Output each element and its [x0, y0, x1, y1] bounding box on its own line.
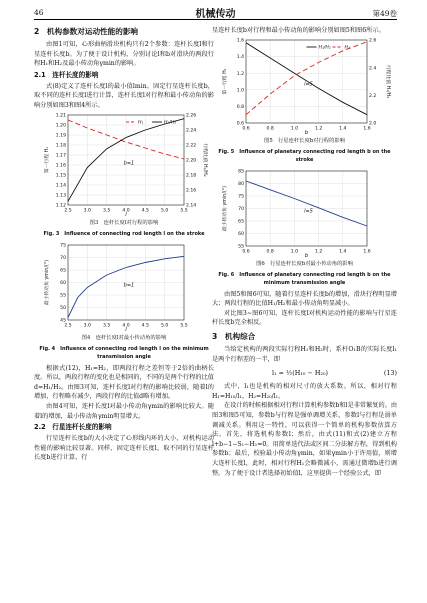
section-2-title: 2 机构参数对运动性能的影响 [34, 27, 139, 36]
x-tick-label: 1.2 [314, 126, 323, 132]
figure-5-chart [212, 36, 397, 136]
section-3-paragraph-1: 当给定机构的两段实际行程H₁和H₂时，系杆O₁B的实际长度l₁是两个行程差的一半，即 [212, 345, 397, 363]
x-tick-label: 3.0 [83, 323, 91, 329]
x-tick-label: 4.0 [122, 323, 130, 329]
right-column [212, 26, 397, 478]
x-tick-label: 3.0 [83, 208, 91, 214]
x-tick-label: 3.5 [103, 323, 111, 329]
y-axis-label: 第一行程 H₁ [223, 67, 228, 95]
x-tick-label: 0.6 [242, 126, 250, 132]
y-tick-label: 1.17 [55, 153, 66, 159]
y-tick-label: 70 [238, 206, 244, 212]
y-tick-label: 1.0 [236, 87, 244, 93]
section-3-paragraph-2: 式中，l₁也是机构的相对尺寸的放大系数。所以，相对行程H₁=H₁₀/l₁，H₂=H₂₀/l₁。 [212, 383, 397, 400]
y-tick-label: 1.16 [55, 163, 66, 169]
figure-6-chart [212, 167, 397, 259]
x-tick-label: 4.5 [141, 208, 149, 214]
equation-expression: l₁ = ½(H₁₀ − H₂₀) [272, 369, 329, 378]
y-tick-label: 75 [238, 194, 244, 200]
x-tick-label: 0.6 [242, 249, 250, 255]
x-tick-label: 1.6 [363, 249, 371, 255]
y-tick-label: 60 [238, 231, 244, 237]
x-tick-label: 1.4 [339, 249, 347, 255]
x-axis-label: b [304, 252, 309, 259]
y-tick-label: 1.18 [55, 143, 66, 149]
y-tick-label: 1.2 [236, 71, 244, 77]
subsection-2-1-title: 2.1 连杆长度的影响 [34, 70, 99, 79]
x-tick-label: 2.5 [64, 208, 72, 214]
y-tick-label: 1.21 [55, 113, 66, 119]
y-tick-label: 65 [238, 219, 244, 225]
x-tick-label: 5.0 [161, 208, 169, 214]
y-tick-label: 1.20 [55, 123, 66, 129]
subsection-2-2-paragraph: 行星连杆长度b的大小决定了心形线内环的大小，对机构运动性能的影响比较显著。同样，固定连杆长度l，取不同的行星连杆长度b进行计算，行 [34, 435, 214, 462]
legend-label: H₁ [344, 45, 350, 51]
y-tick-label: 1.13 [55, 193, 66, 199]
figure-3-chart [34, 111, 214, 218]
figure-4-chart [34, 241, 214, 333]
legend-label: H₁ [138, 120, 144, 126]
y-tick-label: 1.12 [55, 203, 66, 209]
y-tick-label: 70 [60, 255, 66, 261]
figure-3-caption-cn: 图3 连杆长度l对行程的影响 [89, 219, 159, 226]
y-tick-label: 55 [60, 293, 66, 299]
journal-title: 机械传动 [195, 9, 236, 20]
legend-label: H₁/H₂ [164, 120, 177, 126]
y2-tick-label: 2.6 [369, 38, 377, 44]
y2-tick-label: 2.18 [186, 173, 197, 179]
y2-axis-label: 行程比值 H₁/H₂ [385, 64, 390, 98]
y2-tick-label: 2.0 [369, 121, 377, 127]
paragraph-stroke-ratio: 根据式(12)，H₁=H₂，即两段行程之差恒等于2倍的曲柄长度。所以，两段行程的变化也是相同的，不同的是两个行程的比值d=H₁/H₂。由图3可知，连杆长度l对行程的影响比较弱，随着l的增加，行程略有减少，两段行程的比值d略有增加。 [34, 364, 214, 401]
x-tick-label: 1.2 [314, 249, 323, 255]
y-tick-label: 80 [238, 181, 244, 187]
y2-tick-label: 2.4 [369, 65, 377, 71]
x-tick-label: 5.0 [161, 323, 169, 329]
x-tick-label: 1.0 [290, 249, 299, 255]
y-tick-label: 75 [60, 243, 66, 249]
x-tick-label: 4.0 [122, 208, 130, 214]
figure-3-caption-en: Fig. 3 Influence of connecting rod length l on the stroke [43, 230, 205, 237]
volume-label: 第49卷 [372, 9, 397, 18]
x-axis-label: b [304, 129, 309, 136]
y2-tick-label: 2.16 [186, 188, 197, 194]
paragraph-comparison: 对比图3~图6可知，连杆长度l对机构运动性能的影响与行星连杆长度b完全相反。 [212, 309, 397, 327]
y2-tick-label: 2.14 [186, 203, 197, 209]
chart-annotation: b=1 [123, 160, 135, 167]
y-tick-label: 1.19 [55, 133, 66, 139]
y-tick-label: 65 [60, 268, 66, 274]
y-tick-label: 55 [238, 244, 244, 250]
subsection-2-2-title: 2.2 行星连杆长度的影响 [34, 423, 112, 432]
figure-4-caption-cn: 图4 连杆长度l对最小传动角的影响 [81, 334, 167, 341]
paragraph-continued: 星连杆长度b对行程和最小传动角的影响分别如图5和图6所示。 [212, 27, 385, 34]
x-tick-label: 0.8 [266, 126, 274, 132]
x-tick-label: 0.8 [266, 249, 274, 255]
y2-tick-label: 2.26 [186, 113, 197, 119]
subsection-2-1-paragraph: 式(8)定义了连杆长度l的最小值lmin。固定行星连杆长度b，取不同的连杆长度l进行计算，连杆长度l对行程和最小传动角的影响分别如图3和图4所示。 [34, 82, 214, 109]
series-line-2 [246, 41, 367, 114]
y-tick-label: 1.14 [55, 183, 66, 189]
y-tick-label: 85 [238, 169, 244, 175]
y2-tick-label: 2.2 [369, 93, 377, 99]
x-axis-label: l [125, 211, 127, 218]
x-tick-label: 1.4 [339, 126, 347, 132]
y2-tick-label: 2.22 [186, 143, 197, 149]
page-number: 46 [34, 8, 44, 17]
series-line-1 [246, 42, 367, 114]
y-tick-label: 1.6 [236, 38, 244, 44]
y-axis-label: 最小传动角 γmin/(°) [223, 185, 228, 231]
x-axis-label: l [125, 326, 127, 333]
y-tick-label: 45 [60, 318, 66, 324]
chart-annotation: l=5 [304, 81, 313, 88]
figure-4-caption-en: Fig. 4 Influence of connecting rod length l on the minimum transmission angle [39, 345, 209, 360]
figure-5-caption-en: Fig. 5 Influence of planetary connecting rod length b on the stroke [218, 148, 391, 163]
y-tick-label: 1.15 [55, 173, 66, 179]
chart-annotation: l=5 [304, 207, 313, 214]
y-axis-label: 第一行程 H₁ [45, 146, 50, 173]
y2-tick-label: 2.24 [186, 128, 197, 134]
x-tick-label: 5.5 [180, 208, 188, 214]
chart-annotation: b=1 [123, 281, 135, 288]
equation-13 [212, 366, 397, 380]
y-tick-label: 0.8 [236, 104, 244, 110]
legend-label: H₁/H₂ [318, 45, 331, 51]
x-tick-label: 1.0 [290, 126, 299, 132]
figure-5-caption-cn: 图5 行星连杆长度b对行程的影响 [264, 137, 345, 144]
equation-number: (13) [383, 369, 397, 378]
x-tick-label: 5.5 [180, 323, 188, 329]
x-tick-label: 2.5 [64, 323, 72, 329]
left-column [34, 26, 214, 463]
running-header [34, 4, 397, 20]
section-3-title: 3 机构综合 [212, 331, 256, 341]
series-line-1 [246, 181, 367, 226]
y-tick-label: 50 [60, 305, 66, 311]
section-3-paragraph-3: 在设计的时候根据相对行程计算机构参数b和l是非常繁复的。由图3和图5可知，参数b与行程是强单调增关系，参数l与行程是弱单调减关系。利用这一特性，可以获得一个简单的机构参数估算方法。首先，将选机构参数l；然后，由式(11)和式(2)建立方程l+b−1−S₁−H₁=0。用简单迭代法或区间二分法解方程，得到机构参数b；最后，校验最小传动角γmin，如果γmin小于许用值，则增大连杆长度l，此时，相对行程H₁会略微减小，需通过微增b进行调整。为了便于设计者选择初始值l，这里提供一个经验公式，即 [212, 402, 398, 477]
figure-6-caption-en: Fig. 6 Influence of planetary connecting rod length b on the minimum transmission angle [218, 271, 391, 286]
y2-tick-label: 2.20 [186, 158, 197, 164]
paragraph-transmission-angle: 由图4可知，连杆长度l对最小传动角γmin的影响比较大。随着l的增加，最小传动角γmin明显增大。 [34, 402, 214, 420]
y2-axis-label: 行程比值 H₁/H₂ [202, 142, 207, 177]
y-axis-label: 最小传动角 γmin/(°) [45, 259, 50, 305]
x-tick-label: 3.5 [103, 208, 111, 214]
y-tick-label: 60 [60, 280, 66, 286]
x-tick-label: 4.5 [141, 323, 149, 329]
y-tick-label: 0.6 [236, 121, 244, 127]
section-2-paragraph: 由图1可知，心形曲柄滑块机构只有2个参数：连杆长度l和行星连杆长度b。为了便于设计机构，分别讨论l和b对滑块的两段行程H₁和H₂及最小传动角γmin的影响。 [34, 41, 214, 68]
x-tick-label: 1.6 [363, 126, 371, 132]
figure-6-caption-cn: 图6 行星连杆长度b对最小传动角的影响 [256, 260, 353, 267]
y-tick-label: 1.4 [236, 54, 244, 60]
paragraph-fig5-fig6-analysis: 由图5和图6可知，随着行星连杆长度b的增加，滑块行程明显增大；两段行程的比值H₁/H₂和最小传动角明显减小。 [212, 290, 397, 308]
